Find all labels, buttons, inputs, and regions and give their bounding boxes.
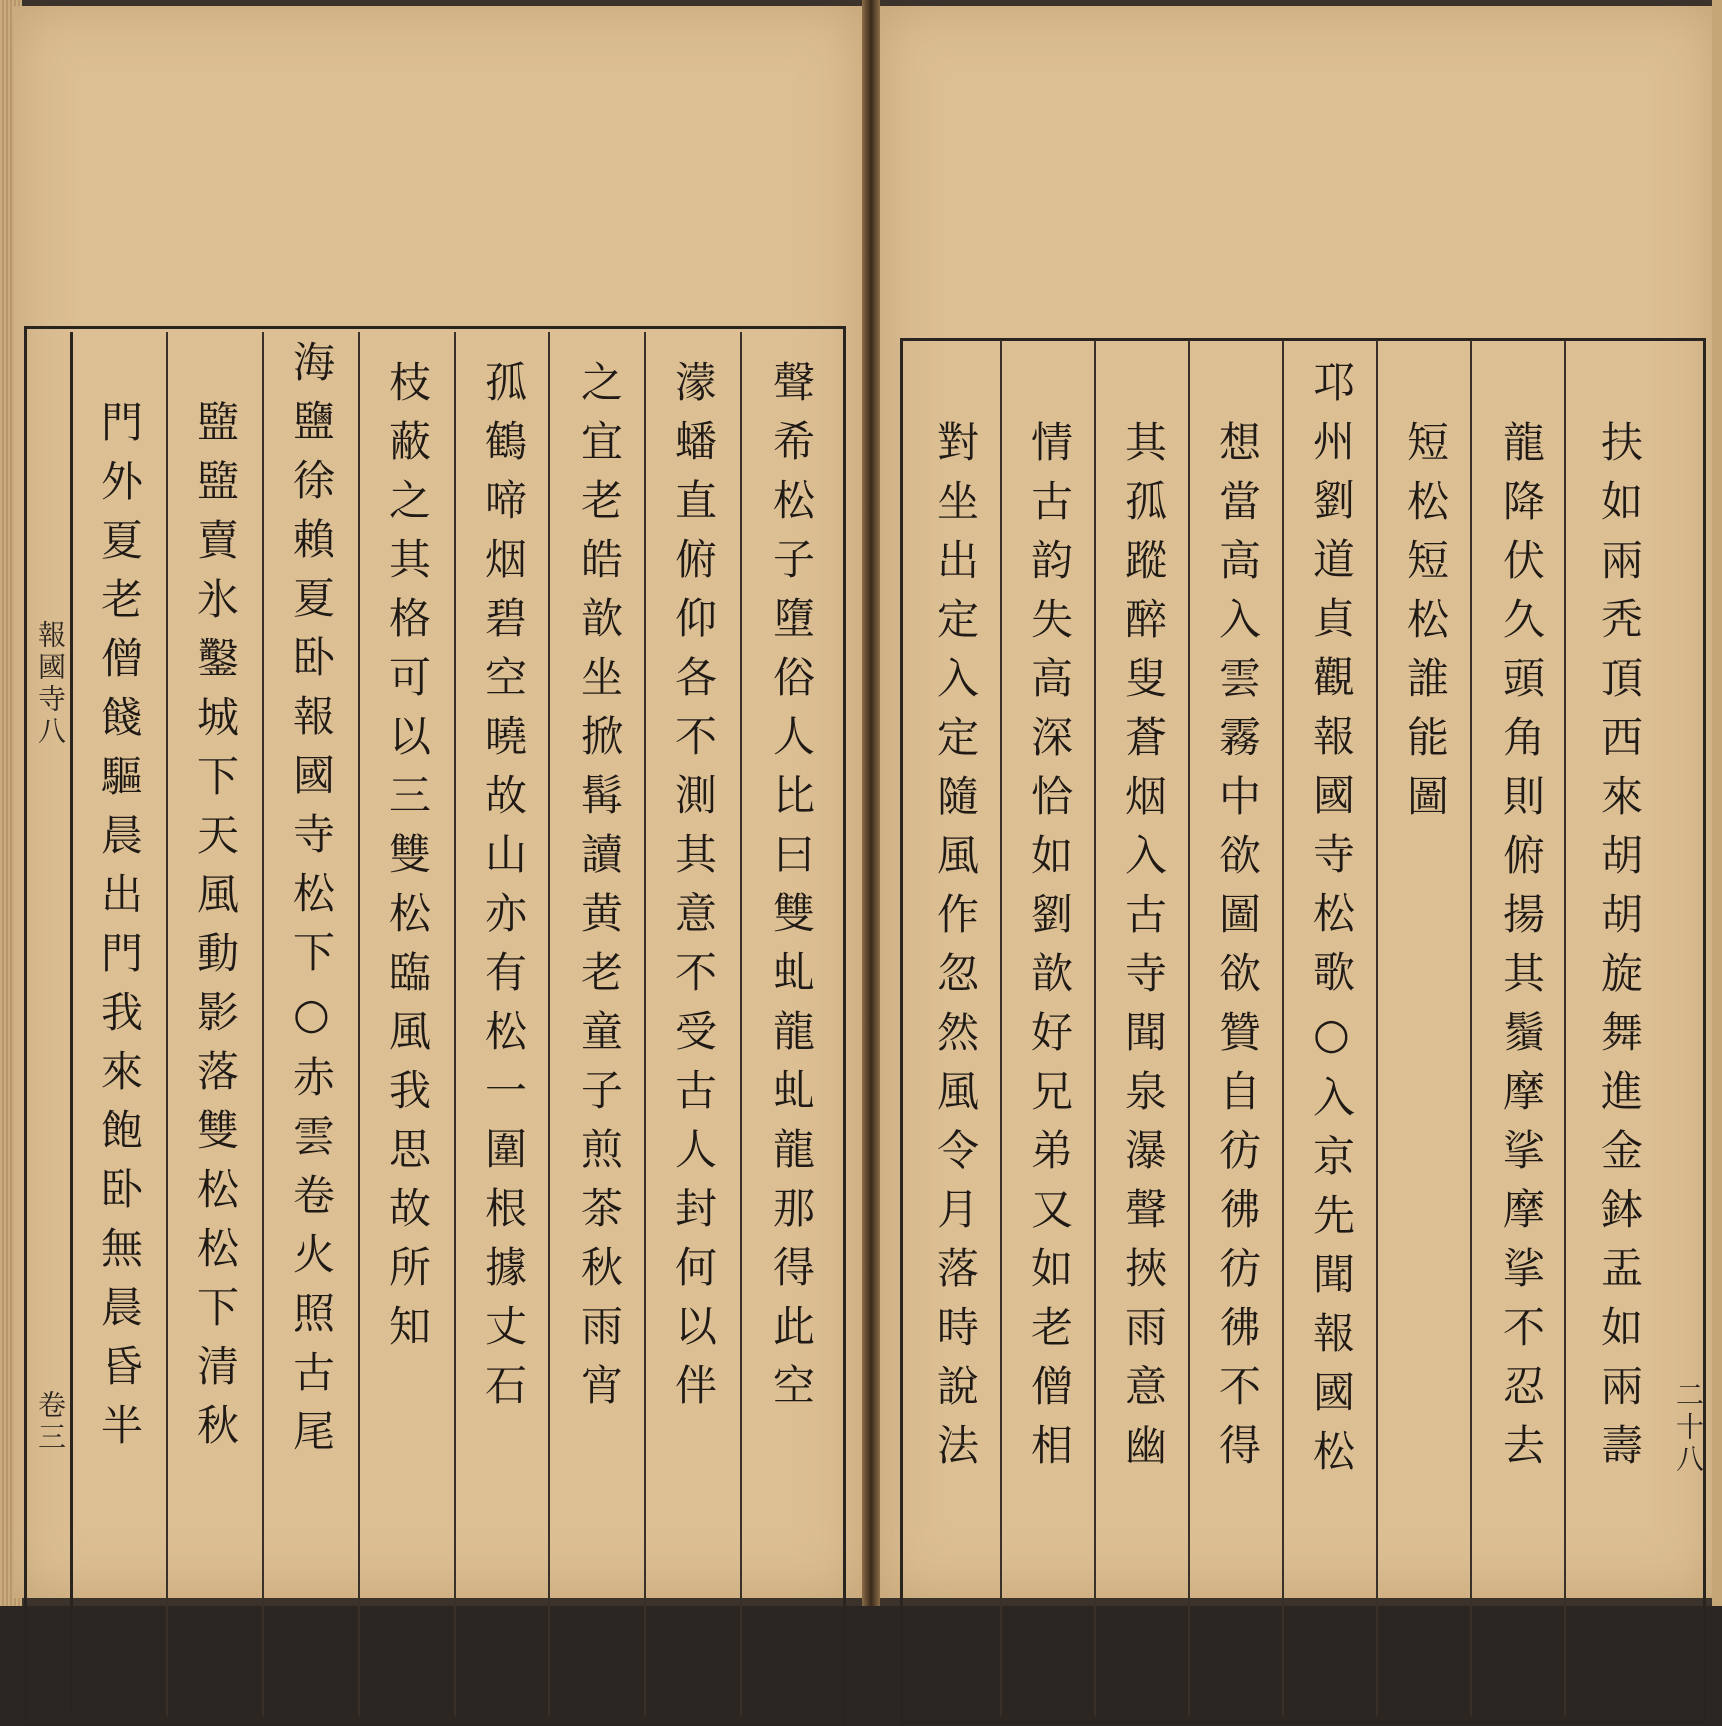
left-column-3: 之宜老皓歆坐掀髯讀黄老童子煎茶秋雨宵 <box>575 360 624 1422</box>
margin-volume: 卷三 <box>34 1390 67 1454</box>
column-rule <box>1000 340 1002 1716</box>
margin-folio: 二十八 <box>1672 1380 1705 1476</box>
gutter <box>862 0 880 1606</box>
right-page-edges <box>1712 0 1722 1606</box>
right-column-7: 情古韵失高深恰如劉歆好兄弟又如老僧相 <box>1025 420 1074 1482</box>
margin-title: 報國寺八 <box>34 620 67 748</box>
left-column-2: 濛蟠直俯仰各不測其意不受古人封何以伴 <box>669 360 718 1422</box>
column-rule <box>1564 340 1566 1716</box>
left-column-1: 聲希松子墮俗人比曰雙虬龍虬龍那得此空 <box>767 360 816 1422</box>
right-column-6: 其孤蹤醉叟蒼烟入古寺聞泉瀑聲挾雨意幽 <box>1119 420 1168 1482</box>
right-column-3: 短松短松誰能圖 <box>1401 420 1450 833</box>
column-rule <box>740 332 742 1716</box>
right-column-1: 扶如兩秃頂西來胡胡旋舞進金鉢盂如兩壽 <box>1595 420 1644 1482</box>
column-rule <box>454 332 456 1716</box>
left-margin-rule <box>70 332 73 1716</box>
column-rule <box>262 332 264 1716</box>
left-column-7: 盬盬賣氷鑿城下天風動影落雙松松下清秋 <box>191 400 240 1462</box>
right-column-8: 對坐出定入定隨風作忽然風令月落時說法 <box>931 420 980 1482</box>
column-rule <box>1188 340 1190 1716</box>
column-rule <box>644 332 646 1716</box>
left-column-8: 門外夏老僧餞驅晨出門我來飽卧無晨昏半 <box>95 400 144 1462</box>
column-rule <box>1376 340 1378 1716</box>
right-column-4: 邛州劉道貞觀報國寺松歌○入京先聞報國松 <box>1307 360 1356 1488</box>
column-rule <box>1470 340 1472 1716</box>
left-column-5: 枝蔽之其格可以三雙松臨風我思故所知 <box>383 360 432 1363</box>
column-rule <box>358 332 360 1716</box>
left-column-6: 海鹽徐賴夏卧報國寺松下○赤雲卷火照古尾 <box>287 340 336 1468</box>
column-rule <box>548 332 550 1716</box>
left-frame <box>24 326 846 1726</box>
column-rule <box>1094 340 1096 1716</box>
right-column-5: 想當高入雲霧中欲圖欲贊自彷彿彷彿不得 <box>1213 420 1262 1482</box>
column-rule <box>1282 340 1284 1716</box>
right-frame <box>900 338 1706 1724</box>
right-column-2: 龍降伏久頭角則俯揚其鬚摩挲摩挲不忍去 <box>1497 420 1546 1482</box>
left-column-4: 孤鶴啼烟碧空曉故山亦有松一圍根據丈石 <box>479 360 528 1422</box>
column-rule <box>166 332 168 1716</box>
